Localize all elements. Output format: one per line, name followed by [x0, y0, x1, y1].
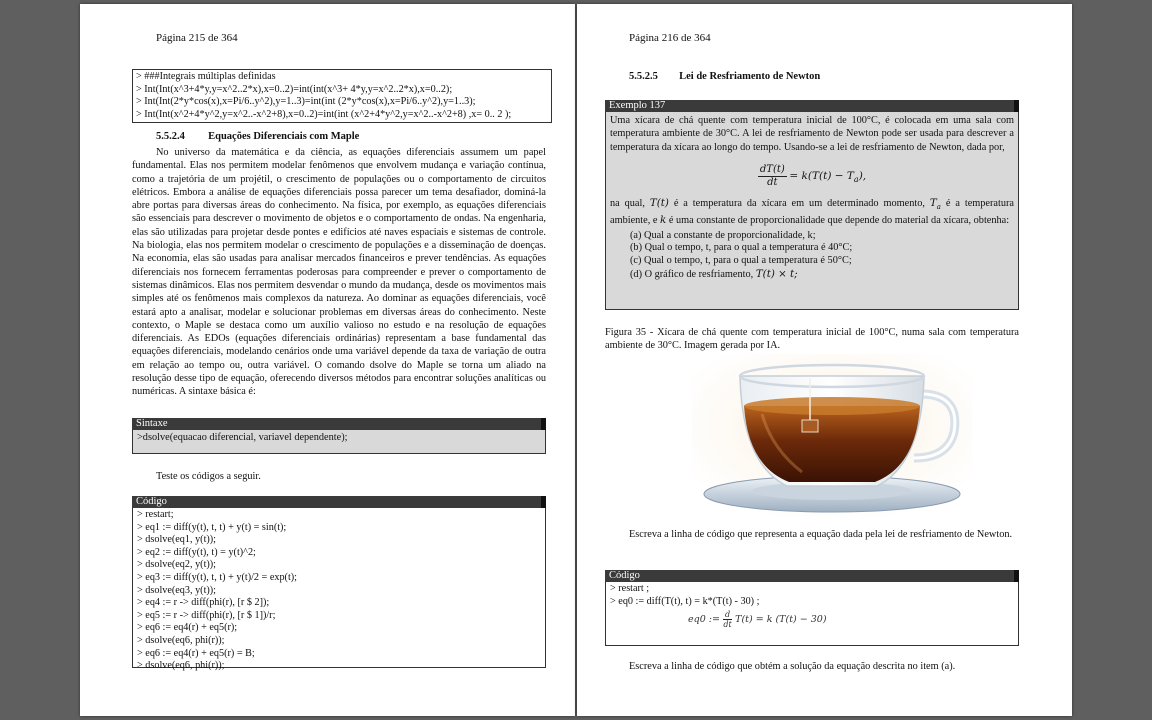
document-page-right: [577, 4, 1072, 716]
tea-cup-illustration: [692, 354, 972, 516]
code-line: > dsolve(eq3, y(t));: [137, 584, 217, 596]
math-symbol: T: [929, 196, 937, 209]
example-label: Exemplo 137: [605, 100, 1019, 112]
syntax-label: Sintaxe: [132, 418, 546, 430]
equation-numerator: dT(t): [759, 163, 785, 175]
instruction-1: Escreva a linha de código que representa a equação dada pela lei de resfriamento de Newton.: [629, 529, 1013, 540]
math-subscript: a: [936, 202, 941, 211]
list-item: (b) Qual o tempo, t, para o qual a temperatura é 40°C;: [630, 242, 853, 254]
section-number: 5.5.2.5: [629, 71, 658, 82]
code-body: [132, 508, 546, 672]
document-page-left: [80, 4, 575, 716]
figure-caption: Figura 35 - Xícara de chá quente com temperatura inicial de 100°C, numa sala com temperatura ambiente de 30°C. Imagem gerada por IA.: [605, 327, 1019, 352]
equation-end: ),: [858, 169, 867, 182]
code-line: > dsolve(eq6, phi(r));: [137, 660, 225, 672]
example-definitions: [610, 197, 1014, 228]
equation-fraction: [758, 164, 787, 189]
example-box: [605, 100, 1019, 310]
equation-subscript: a: [853, 174, 859, 184]
equation: [610, 164, 1014, 189]
equation-rhs: = k(T(t) − T: [789, 169, 854, 182]
code-line: > Int(Int(x^2+4*y^2,y=x^2..-x^2+8),x=0..2)=int(int (x^2+4*y^2,y=x^2..-x^2+8) ,x= 0.. 2 );: [136, 108, 512, 120]
code-line: > eq2 := diff(y(t), t) = y(t)^2;: [137, 546, 256, 558]
equation-denominator: dt: [767, 176, 778, 188]
code-label: Código: [605, 570, 1019, 582]
maple-output-denominator: dt: [723, 620, 732, 629]
list-item: [630, 268, 1014, 282]
section-number: 5.5.2.4: [156, 131, 185, 142]
list-item: (a) Qual a constante de proporcionalidade, k;: [630, 229, 816, 241]
code-line: > eq6 := eq4(r) + eq5(r) = B;: [137, 647, 255, 659]
code-line: > eq4 := r -> diff(phi(r), [r $ 2]);: [137, 597, 270, 609]
code-line: > eq1 := diff(y(t), t, t) + y(t) = sin(t);: [137, 521, 287, 533]
code-line: > Int(Int(2*y*cos(x),x=Pi/6..y^2),y=1..3)=int(int (2*y*cos(x),x=Pi/6..y^2),y=1..3);: [136, 96, 476, 108]
code-label: Código: [132, 496, 546, 508]
maple-output: [688, 610, 827, 629]
code-box: [132, 496, 546, 672]
text-fragment: na qual,: [610, 197, 645, 209]
list-item: (c) Qual o tempo, t, para o qual a temperatura é 50°C;: [630, 255, 852, 267]
tea-cup-image: [692, 354, 972, 516]
code-line: > dsolve(eq1, y(t));: [137, 534, 217, 546]
code-box: [605, 570, 1019, 646]
section-heading: [629, 71, 820, 82]
example-body: [605, 112, 1019, 310]
section-title: Lei de Resfriamento de Newton: [679, 71, 821, 82]
list-item-text: (d) O gráfico de resfriamento,: [630, 268, 754, 280]
maple-output-numerator: d: [724, 610, 731, 619]
text-fragment: é a temperatura ambiente, e: [610, 197, 1015, 227]
code-line: > eq5 := r -> diff(phi(r), [r $ 1])/r;: [137, 609, 276, 621]
page-number: Página 216 de 364: [629, 32, 711, 44]
syntax-box: [132, 418, 546, 454]
example-intro: Uma xícara de chá quente com temperatura inicial de 100°C, é colocada em uma sala com temperatura ambiente de 30°C. A lei de resfriamento de Newton pode ser usada para descrever a temperatura da xícara ao longo do tempo. Usando-se a lei de resfriamento de Newton, dada por,: [610, 115, 1014, 153]
code-line: > eq6 := eq4(r) + eq5(r);: [137, 622, 238, 634]
test-text: Teste os códigos a seguir.: [156, 471, 261, 482]
code-line: > ###Integrais múltiplas definidas: [136, 71, 276, 82]
code-line: > dsolve(eq2, y(t));: [137, 559, 217, 571]
code-line: > eq3 := diff(y(t), t, t) + y(t)/2 = exp(t);: [137, 571, 298, 583]
math-symbol: k: [660, 214, 667, 227]
code-line: > Int(Int(x^3+4*y,y=x^2..2*x),x=0..2)=int(int(x^3+ 4*y,y=x^2..2*x),x=0..2);: [136, 83, 453, 95]
code-body: [605, 582, 1019, 646]
text-fragment: é uma constante de proporcionalidade que depende do material da xícara, obtenha:: [668, 215, 1010, 227]
maple-output-rhs: T(t) = k (T(t) − 30): [735, 614, 827, 625]
math-symbol: T(t): [649, 196, 669, 209]
code-line: > restart;: [137, 509, 174, 520]
list-item-math: T(t) × t;: [755, 267, 798, 280]
code-line: > eq0 := diff(T(t), t) = k*(T(t) - 30) ;: [610, 595, 760, 607]
maple-output-fraction: [723, 610, 732, 629]
section-title: Equações Diferenciais com Maple: [208, 131, 360, 142]
code-line: > restart ;: [610, 583, 650, 594]
body-paragraph: No universo da matemática e da ciência, as equações diferenciais assumem um papel fundamental. Elas nos permitem modelar fenômenos que envolvem mudança e variação contínua, como a trajetória de um projétil, o crescimento de populações ou o comportamento de circuitos elétricos. Embora a análise de equações diferenciais possa parecer um tema desafiador, dominá-la abre portas para diversas áreas do conhecimento. Na física, por exemplo, as equações diferenciais são essenciais para descrever o movimento de objetos e o comportamento de ondas. Na engenharia, elas são utilizadas para projetar desde pontes e edifícios até naves espaciais e sistemas de controle. Na biologia, elas nos permitem modelar o crescimento de populações e a disseminação de doenças. Na economia, elas são usadas para analisar mercados financeiros e prever tendências. As equações diferenciais nos fornecem ferramentas poderosas para compreender e prever o comportamento de sistemas dinâmicos. Elas nos permitem desvendar o mundo da mudança, desde os movimentos mais simples até os fenômenos mais complexos da natureza. Ao dominar as equações diferenciais, você estará apto a analisar, modelar e solucionar problemas em diversas áreas do conhecimento. Neste contexto, o Maple se destaca como um auxílio valioso no estudo e na resolução de equações diferenciais. As EDOs (equações diferenciais ordinárias) representam a base fundamental das equações diferenciais, modelando cenários onde uma variável depende da taxa de variação de outra em relação ao tempo ou, outra variável. O comando dsolve do Maple se torna um aliado na resolução desse tipo de equação, oferecendo diversos métodos para encontrar soluções analíticas ou numéricas. A sintaxe básica é:: [132, 147, 546, 398]
code-line: > dsolve(eq6, phi(r));: [137, 634, 225, 646]
integrals-code-box: [132, 69, 552, 123]
syntax-code: >dsolve(equacao diferencial, variavel dependente);: [132, 430, 546, 454]
maple-output-lhs: eq0 :=: [688, 614, 720, 625]
text-fragment: é a temperatura da xícara em um determinado momento,: [673, 197, 925, 209]
page-number: Página 215 de 364: [156, 32, 238, 44]
instruction-2: Escreva a linha de código que obtém a solução da equação descrita no item (a).: [629, 661, 956, 672]
section-heading: [156, 131, 359, 142]
example-items: [630, 230, 1014, 282]
